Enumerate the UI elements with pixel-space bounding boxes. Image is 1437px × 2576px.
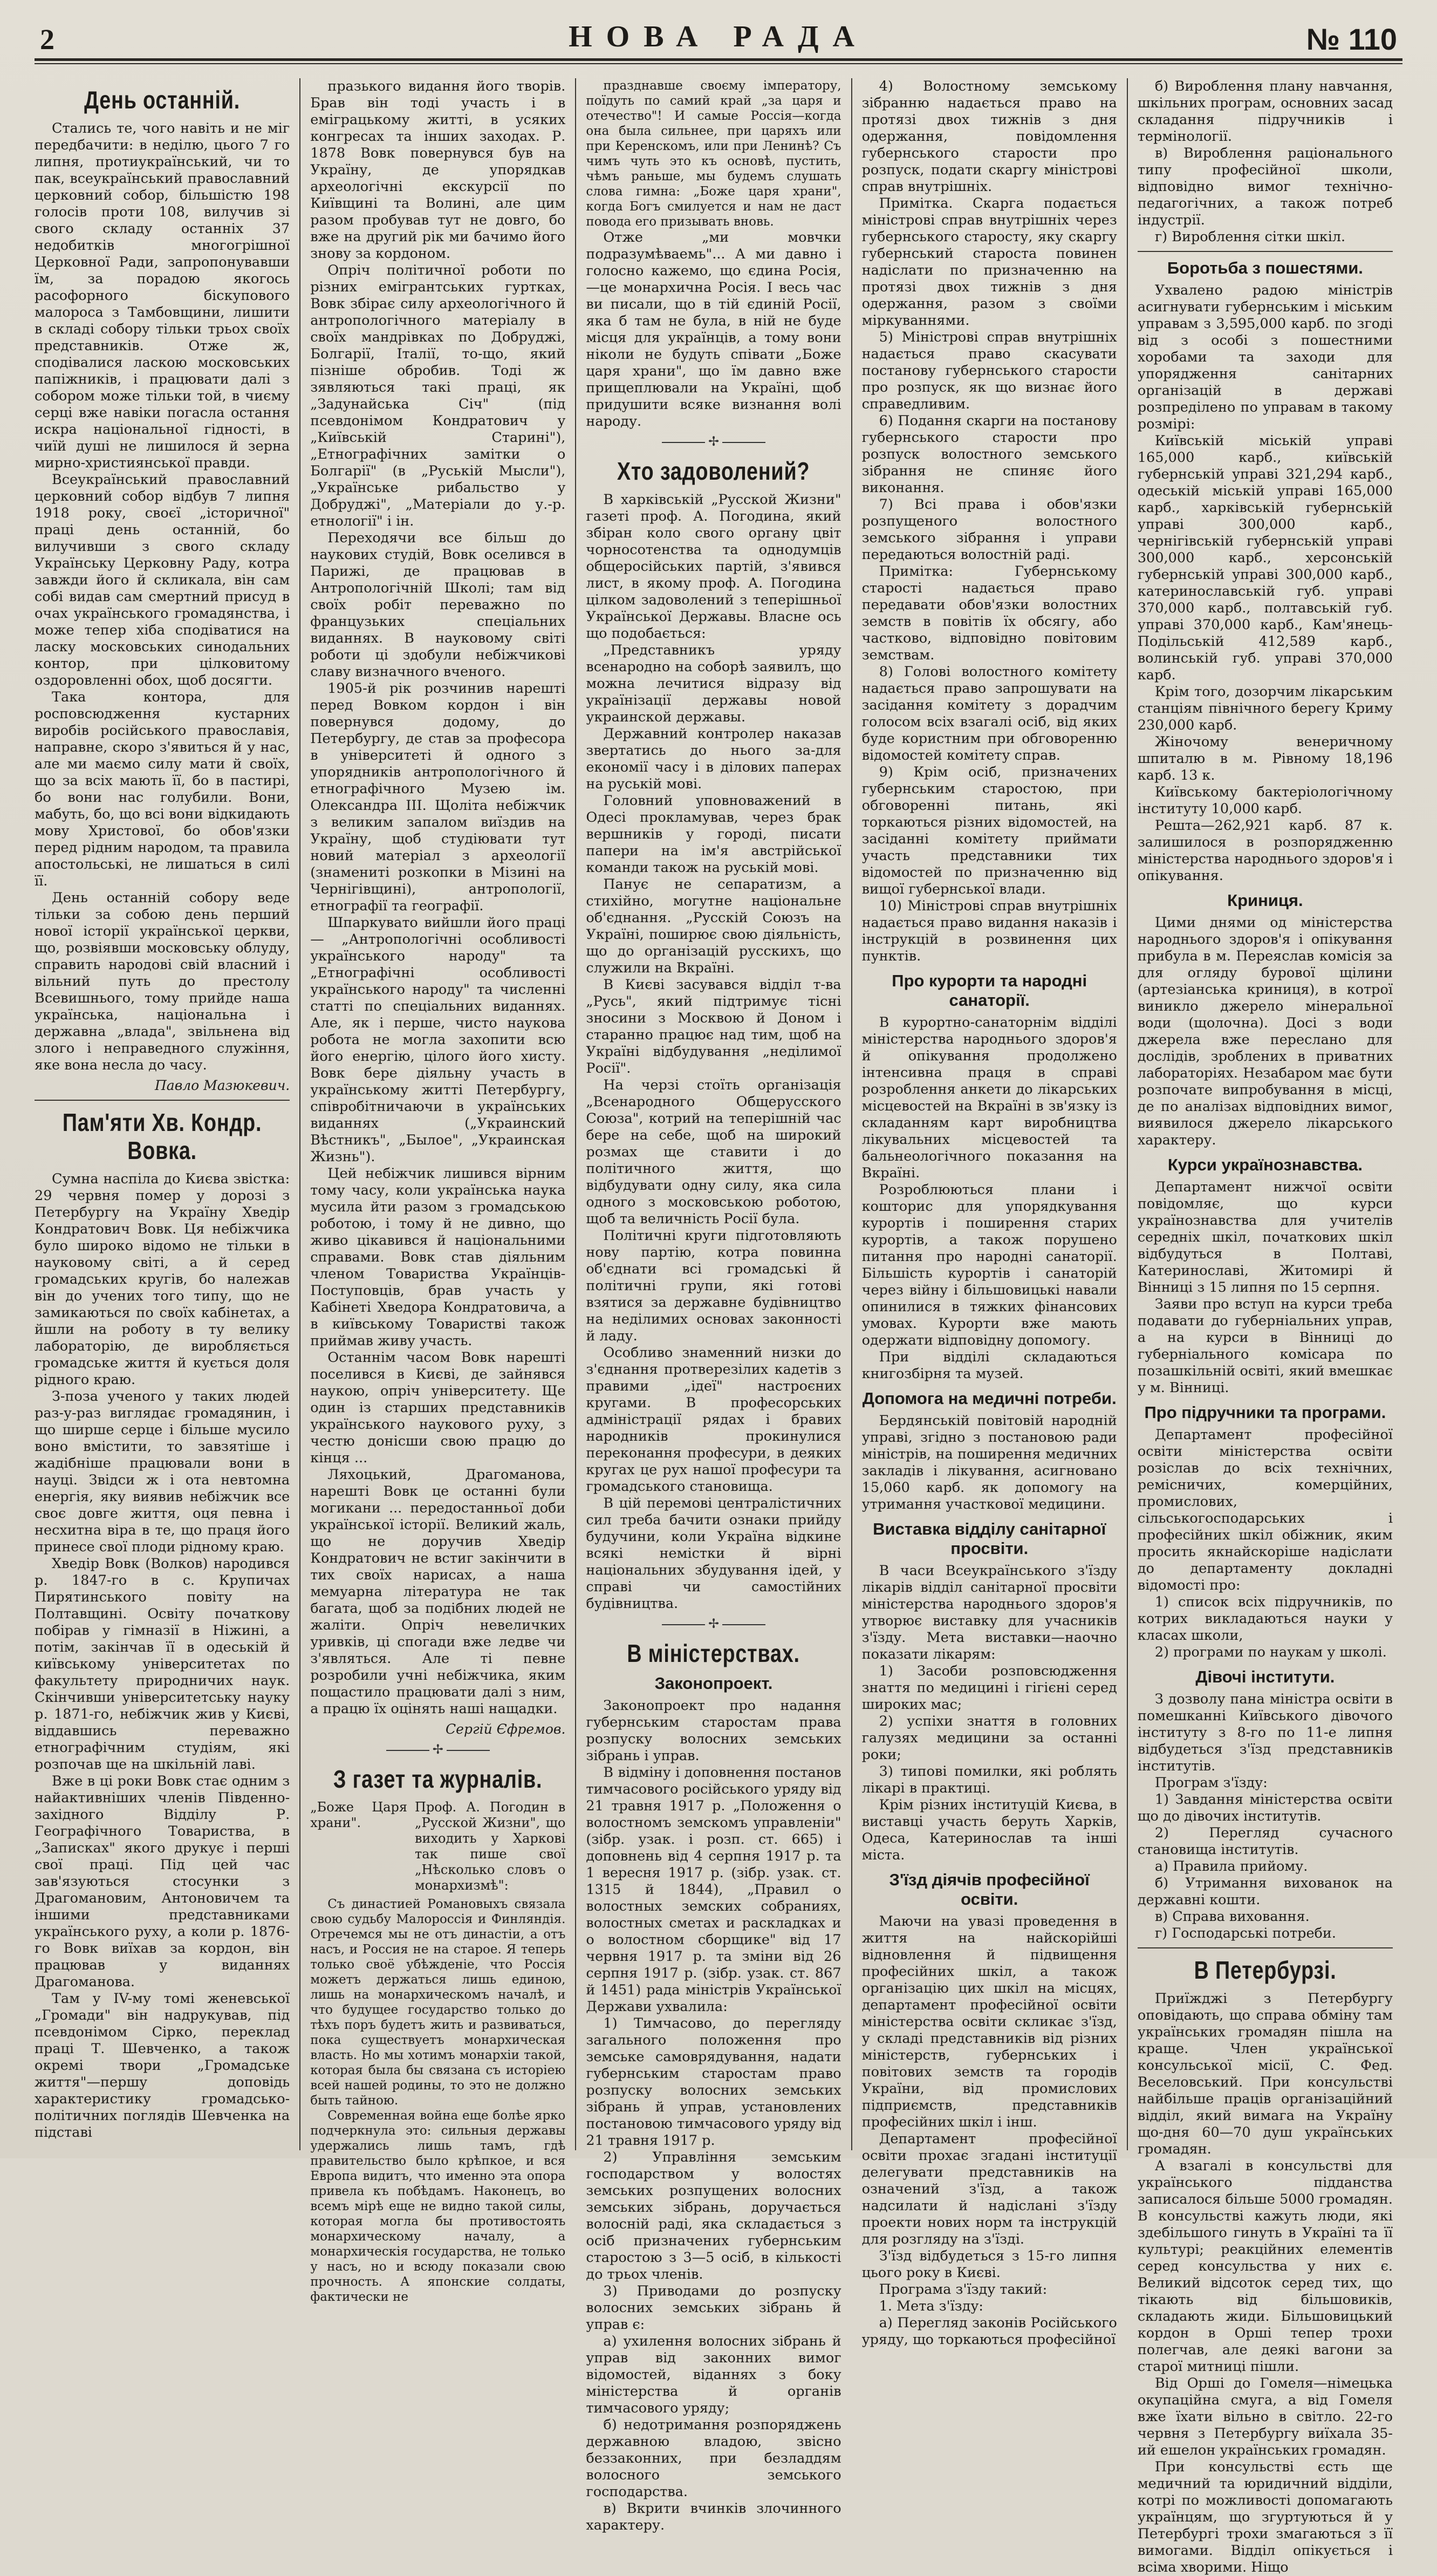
paragraph: 10) Міністрові справ внутрішніх надається право видання наказів і інструкцій в розвинення цих пунктів. bbox=[861, 898, 1117, 964]
paragraph: Ухвалено радою міністрів асигнувати губернським і міським управам з 3,595,000 карб. по згоді від з особі з пошестними хоробами та заходи для упорядження санітарних організацій в державі розпреділено по управам в такому розмірі: bbox=[1137, 282, 1393, 432]
paragraph: Там у IV-му томі женевської „Громади" він надрукував, під псевдонімом Сірко, переклад праці Т. Шевченко, а також окремі твори „Громадське життя"—першу доповідь характеристику громадсько-політичних поглядів Шевченка на підставі bbox=[35, 1991, 290, 2141]
paragraph: Бердянській повітовій народній управі, згідно з постановою ради міністрів, на поширення медичних закладів і лікування, асигновано 15,060 карб. як допомогу на утримання участкової медицини. bbox=[861, 1413, 1117, 1512]
paragraph: 1) список всіх підручників, по котрих викладаються науки у класах школи, bbox=[1137, 1594, 1393, 1644]
subheading-borotba: Боротьба з пошестями. bbox=[1167, 258, 1363, 277]
paragraph: В Києві засувався відділ т-ва „Русь", який підтримує тісні зносини з Москвою й Доном і старанно працює над тим, щоб на Україні відбудування „неділимої Росії". bbox=[586, 977, 841, 1076]
paragraph: Крім різних інституцій Києва, в виставці участь беруть Харків, Одеса, Катеринослав та інші міста. bbox=[861, 1797, 1117, 1863]
article-title-z-gazet: З газет та журналів. bbox=[333, 1765, 543, 1793]
paragraph: Особливо знаменний низки до з'єднання протверезілих кадетів з правими „ідеї" настроєних кругами. В професорських адміністрації рядах і бравих народників прокинулися переконання професури, в деяких кругах це рух нашої професури та громадського становища. bbox=[586, 1345, 841, 1495]
paragraph: Програм з'їзду: bbox=[1154, 1775, 1268, 1791]
paragraph: 1) Тимчасово, до перегляду загального положення про земське самоврядування, надати губернським старостам право розпуску волосних земських зібрань й управ, установлених постановою тимчасового уряду від 21 травня 1917 р. bbox=[586, 2015, 841, 2149]
paragraph: Примітка. Скарга подається міністрові справ внутрішніх через губернського старосту, яку скаргу губернський староста повинен надіслати по призначенню на протязі двох тижнів з дня одержання, разом з своїми міркуваннями. bbox=[861, 195, 1117, 329]
masthead bbox=[35, 19, 1402, 61]
divider bbox=[1138, 1947, 1393, 1948]
paragraph: Така контора, для росповсюдження кустарних виробів російського православія, направне, скоро з'явиться й у нас, але ми маємо силу мати й своїх, що за всіх мають її, бо в пастирі, бо вони нас голубили. Вони, мабуть, бо, що всі вони відкидають мову Христової, бо обов'язки перед рідним народом, та правила апостольські, не лишаться в силі її. bbox=[35, 689, 290, 889]
divider bbox=[1138, 251, 1393, 252]
paragraph: Київському бактеріологічному інституту 10,000 карб. bbox=[1137, 784, 1393, 817]
paragraph: б) недотримання розпоряджень державною владою, звісно беззаконних, при безладдям волосного земського господарства. bbox=[586, 2417, 841, 2500]
article-title-vovk: Пам'яти Хв. Кондр. Вовка. bbox=[62, 1108, 262, 1164]
paragraph: Останнім часом Вовк нарешті поселився в Києві, де зайнявся наукою, опріч університету. Ще один із старших представників українського наукового руху, з честю донісши свою працю до кінця ... bbox=[310, 1350, 566, 1466]
epigraph-right: Проф. А. Погодин в „Русской Жизни", що виходить у Харкові так пише свої „Нѣсколько словъ о монархизмѣ": bbox=[415, 1800, 566, 1893]
paragraph: В цій перемові централістичних сил треба бачити ознаки прийду будучини, коли Україна відкине всякі немістки й вірні національних збудування ідей, у справі чи самостійних будівництва. bbox=[586, 1495, 841, 1612]
paragraph: Примітка: Губернському старості надається право передавати обов'язки волостних земств в повітів їх обсягу, або частково, відповідно повітовим земствам. bbox=[861, 563, 1117, 663]
signature: Сергій Єфремов. bbox=[446, 1721, 566, 1737]
paragraph: При консульстві єсть ще медичний та юридичний відділи, котрі по можливості допомагають українцям, що згуртуються й у Петербургі трохи змагаються з її вимогами. Відділ опікується і всіма хворими. Ніщо bbox=[1137, 2459, 1393, 2575]
paragraph: Департамент професійної освіти прохає згадані інституції делегувати представників на означений з'їзд, а також надсилати й надіслані з'їзду проекти нових норм та інструкцій для розгляду на з'їзді. bbox=[861, 2131, 1117, 2247]
paragraph: При відділі складаються книгозбірня та музей. bbox=[861, 1349, 1117, 1382]
paragraph: „Представникъ уряду всенародно на соборѣ заявилъ, що можна лечитися відразу від українізації державы новой украинской державы. bbox=[586, 642, 841, 725]
paragraph: Законопроект про надання губернським старостам права розпуску волосних земських зібрань і управ. bbox=[586, 1698, 841, 1764]
paragraph: А взагалі в консульстві для українського підданства записалося більше 5000 громадян. В консульстві кажуть люди, які здебільшого гинуть в Україні та її культурі; реакційних елементів серед консульства у них є. Великий відсоток серед тих, що тікають від більшовиків, складають жиди. Більшовицький кордон в Орші тепер трохи полегчав, але деякі вагони за старої митниці пішли. bbox=[1137, 2158, 1393, 2375]
subheading-dopomoha: Допомога на медичні потреби. bbox=[862, 1389, 1117, 1408]
paragraph: Програма з'їзду такий: bbox=[879, 2281, 1048, 2298]
separator-ornament: ✢ bbox=[586, 433, 841, 449]
paragraph: 1905-й рік розчинив нарешті перед Вовком кордон і він повернувся додому, до Петербургу, де став за професора в університеті й одного з упорядників антропологічного й етнографічного Музею ім. Олександра III. Щоліта небіжчик з великим запалом виїздив на Україну, щоб студіювати тут новий матеріал з археології (знамениті розкопки в Мізині на Чернігівщині), антропології, етнографії та географії. bbox=[310, 680, 566, 914]
paragraph: Головний уповноважений в Одесі прокламував, через брак вершників у городі, писати папери на ім'я австрійської команди також на руській мові. bbox=[586, 793, 841, 876]
quote-paragraph: Современная война еще болѣе ярко подчеркнула это: сильныя державы удержались лишь тамъ, гдѣ правительство было крѣпкое, и вся Европа видитъ, что именно эта опора привела къ побѣдамъ. Наконецъ, во всемъ мірѣ еще не видно такой силы, которая могла бы противостоять монархическому началу, а монархическія государства, не только у насъ, но и всюду показали свою прочность. А японские солдаты, фактически не bbox=[310, 2109, 566, 2304]
paragraph: Опріч політичної роботи по різних емігрантських гуртках, Вовк збірає силу археологічного й антропологічного матеріалу в своїх мандрівках по Добруджі, Болгарії, Італії, то-що, який пізніше обробив. Тоді ж зявляються такі праці, як „Задунайська Січ" (під псевдонімом Кондратович у „Київській Старині"), „Етнографічних замітки о Болгарії" (в „Руській Мысли"), „Українське рибальство у Добруджі", „Матеріали до у.-р. етнології" і ін. bbox=[310, 262, 566, 529]
paragraph: Ляхоцький, Драгоманова, нарешті Вовк це останні були могикани ... передостанньої доби української історії. Великий жаль, що не доручив Хведір Кондратович не встиг закінчити в тих своїх нарисах, а наша мемуарна література не так багата, щоб за подібних людей не жаліти. Опріч невеличких уривків, ці спогади вже ледве чи з'являться. Але ті певне розробили учні небіжчика, яким пощастило працювати далі з ним, а працю їх оцінять наші нащадки. bbox=[310, 1467, 566, 1717]
paragraph: День останній собору веде тільки за собою день перший нової історії української церкви, що, розвіявши московську облуду, справить народові свій власний і вільний путь до престолу Всевишнього, тому прийде наша українська, національна і державна „влада", звільнена від злого і неправедного служіння, яке вона несла до часу. bbox=[35, 890, 290, 1073]
paragraph: г) Вироблення сітки шкіл. bbox=[1154, 229, 1346, 245]
article-title-khto-zadovolenyi: Хто задоволений? bbox=[617, 457, 810, 485]
page-number: 2 bbox=[40, 23, 54, 56]
subheading-pidruchnyky: Про підручники та програми. bbox=[1144, 1403, 1386, 1422]
paragraph: Державний контролер наказав звертатись до нього за-для економії часу і в ділових паперах на руській мові. bbox=[586, 726, 841, 792]
paragraph: 2) програми по наукам у школі. bbox=[1154, 1644, 1387, 1660]
paragraph: Приїжджі з Петербургу оповідають, що справа обміну там українських громадян пішла на краще. Член української консульської місії, С. Фед. Веселовський. При консульстві найбільше праців організаційний відділ, який вимага на Україну що-дня 60—70 душ українських громадян. bbox=[1137, 1991, 1393, 2157]
paragraph: Жіночому венеричному шпиталю в м. Рівному 18,196 карб. 13 к. bbox=[1137, 734, 1393, 783]
paragraph: Департамент нижчої освіти повідомляє, що курси українознавства для учителів середніх шкіл, початкових шкіл відбудуться в Полтаві, Катеринославі, Житомирі й Вінниці з 15 липня по 15 серпня. bbox=[1137, 1179, 1393, 1296]
paragraph: г) Господарські потреби. bbox=[1154, 1925, 1337, 1941]
paragraph: Цими днями од міністерства народнього здоров'я і опікування прибула в м. Переяслав комісія за для огляду бурової щілини (артезіанська криниця), в котрої виникло джерело мінеральної води (щолочна). Досі з води джерела вже переслано для дослідів, зроблених в приватних лабораторіях. Незабаром має бути розпочате випробування в місці, де по аналізах відповідних вимог, виявилося джерело лікарського характеру. bbox=[1137, 915, 1393, 1148]
column-4 bbox=[852, 78, 1128, 2348]
paragraph: Цей небіжчик лишився вірним тому часу, коли українська наука мусила йти разом з громадською роботою, і тому й не дивно, що живо цікавився й національними справами. Вовк став діяльним членом Товариства Українців-Поступовців, брав участь у Кабінеті Хведора Кондратовича, а в київському Товаристві також приймав живу участь. bbox=[310, 1166, 566, 1349]
paragraph: Сумна наспіла до Києва звістка: 29 червня помер у дорозі з Петербургу на Україну Хведір Кондратович Вовк. Ця небіжчика було широко відомо не тільки в науковому світі, а й серед громадських кругів, бо належав він до учених того типу, що не замикаються по своїх кабінетах, а йшли на роботу в ту велику лабораторію, де виробляється громадське життя й кується доля рідного краю. bbox=[35, 1171, 290, 1388]
paragraph: Всеукраїнський православний церковний собор відбув 7 липня 1918 року, своєї „історичної" праці день останній, бо вилучивши з свого складу Українську Церковну Раду, котра завжди його й скликала, він сам собі видав сам смертний присуд в очах українського громадянства, і може тепер хіба сподіватися на ласку московських синодальних контор, при цілковитому оздоровленні обох, щоб досягти. bbox=[35, 472, 290, 689]
paragraph: Вже в ці роки Вовк стає одним з найактивніших членів Південно-західного Відділу Р. Географічного Товариства, в „Записках" якого друкує і перші свої праці. Під цей час зав'язуються стосунки з Драгомановим, Антоновичем та іншими представниками українського руху, а коли р. 1876-го Вовк виїхав за кордон, він працював у виданнях Драгоманова. bbox=[35, 1773, 290, 1990]
separator-ornament: ✢ bbox=[310, 1741, 565, 1757]
paragraph: З'їзд відбудеться з 15-го липня цього року в Києві. bbox=[861, 2248, 1117, 2281]
paragraph: З-поза ученого у таких людей раз-у-раз виглядає громадянин, і що ширше серце і більше мусило воно вмістити, то завзятіше і жадібніше працювали вони в науці. Звідси ж і ота невтомна енергія, яку виявив небіжчик все своє довге життя, оця певна і несхитна віра в те, що праця його принесе свої плоди рідному краю. bbox=[35, 1388, 290, 1555]
paragraph: В харківській „Русской Жизни" газеті проф. А. Погодина, який збіран коло свого органу цвіт чорносотенства та однодумців общеросійських партій, з'явився лист, в якому проф. А. Погодина цілком задоволений з теперішньої Української Державы. Власне ось що подобається: bbox=[586, 492, 841, 642]
paragraph: В відміну і доповнення постанов тимчасового російського уряду від 21 травня 1917 р. „Положення о волостномъ земскомъ управленіи" (зібр. узак. і розп. ст. 665) і доповнень від 4 серпня 1917 р. та 1 вересня 1917 р. (зібр. узак. ст. 1315 й 1844), „Правил о волостных земских собраниях, волостных сметах и раскладках и о волостном сборщике" від 17 червня 1917 р. та зміни від 26 серпня 1917 р. (зібр. узак. ст. 867 й 1451) рада міністрів Української Держави ухвалила: bbox=[586, 1764, 841, 2015]
paragraph: 2) успіхи знаття в головних галузях медицини за останні роки; bbox=[861, 1713, 1117, 1763]
paragraph: в) Вкрити вчинків злочинного характеру. bbox=[586, 2500, 841, 2533]
paragraph: в) Вироблення раціонального типу професійної школи, відповідно вимог технічно-педагогічних, а також потреб індустрії. bbox=[1137, 145, 1393, 228]
paragraph: Від Орші до Гомеля—німецька окупаційна смуга, а від Гомеля вже їхати вільно в світло. 22-го червня з Петербургу виїхала 35-ий ешелон українських громадян. bbox=[1137, 2375, 1393, 2458]
paragraph: 2) Перегляд сучасного становища інститутів. bbox=[1137, 1825, 1393, 1858]
paragraph: 1. Мета з'їзду: bbox=[879, 2298, 983, 2314]
paragraph: 3) Приводами до розпуску волосних земських зібрань й управ є: bbox=[586, 2283, 841, 2333]
paragraph: Заяви про вступ на курси треба подавати до губерніальних управ, а на курси в Вінниці до губерніального комісара по позашкільній освіті, який вмешкає у м. Вінниці. bbox=[1137, 1296, 1393, 1396]
paragraph: 8) Голові волостного комітету надається право запрошувати на засідання комітету з дорадчим голосом всіх взагалі осіб, від яких буде користним при обговоренню відомостей комітету справ. bbox=[861, 664, 1117, 764]
paragraph: 4) Волостному земському зібранню надається право на протязі двох тижнів з дня одержання, повідомлення губернського старости про розпуск, подати скаргу міністрові справ внутрішніх. bbox=[861, 78, 1117, 195]
subheading-vystavka: Виставка відділу санітарної просвіти. bbox=[873, 1519, 1106, 1558]
paragraph: В часи Всеукраїнського з'їзду лікарів відділ санітарної просвіти міністерства народнього здоров'я утворює виставку для учасників з'їзду. Мета виставки—наочно показати лікарям: bbox=[861, 1563, 1117, 1662]
paragraph: Розроблюються плани і кошторис для упорядкування курортів і поширення старих курортів, а також порушено питання про народні санаторії. Більшість курортів і санаторій через війну і більшовицькі навали опинилися в тяжких фінансових умовах. Курорти вже мають одержати відповідну допомогу. bbox=[861, 1182, 1117, 1348]
epigraph-left: „Боже Царя храни". bbox=[310, 1800, 408, 1830]
paragraph: Департамент професійної освіти міністерства освіти розіслав до всіх технічних, ремісничих, комерційних, промислових, сільськогосподарських і професійних шкіл обіжник, яким просить якнайскоріше надіслати до департаменту докладні відомості про: bbox=[1137, 1427, 1393, 1593]
column-1 bbox=[35, 78, 300, 2150]
article-title-den-ostanniy: День останній. bbox=[84, 86, 241, 114]
paragraph: Отже „ми мовчки подразумѣваемь"... А ми давно і голосно кажемо, що єдина Росія,—це монархична Росія. І весь час ви писали, що в тій єдиній Росії, яка б там не була, в ній не буде місця для українців, а тому вони ніколи не будуть співати „Боже царя храни", що їм давно вже прищеплювали на Україні, щоб придушити всяке визнання волі народу. bbox=[586, 229, 841, 430]
masthead-rule bbox=[35, 63, 1402, 64]
quote-paragraph: Съ династией Романовыхъ связала свою судьбу Малороссія и Финляндія. Отречемся мы не отъ династіи, а отъ насъ, и Россия не на старое. Я теперь только своё убѣжденіе, что Россія можетъ держаться лишь единою, лишь на монархическомъ началѣ, и что будущее государство только до тѣхъ поръ будетъ жить и развиваться, пока существуетъ монархическая власть. Но мы хотимъ монархіи такой, которая была бы связана съ исторіею всей нашей родины, то это не должно быть тайною. bbox=[310, 1897, 566, 2108]
signature: Павло Мазюкевич. bbox=[155, 1078, 290, 1093]
subheading-zakonoproekt: Законопроект. bbox=[654, 1674, 773, 1693]
issue-number: № 110 bbox=[1306, 22, 1397, 56]
paragraph: З дозволу пана міністра освіти в помешканні Київського дівочого інституту з 8-го по 11-е липня відбудеться з'їзд представників інститутів. bbox=[1137, 1691, 1393, 1774]
paragraph: б) Утримання вихованок на державні кошти. bbox=[1137, 1875, 1393, 1908]
column-3 bbox=[576, 78, 852, 2533]
divider bbox=[35, 1100, 290, 1101]
paragraph: а) Правила прийому. bbox=[1154, 1858, 1308, 1875]
epigraph-block bbox=[310, 1800, 565, 1893]
separator-ornament: ✢ bbox=[586, 1616, 841, 1632]
subheading-divochi-instytuty: Дівочі інститути. bbox=[1195, 1667, 1335, 1686]
paragraph: 7) Всі права і обов'язки розпущеного волостного земського зібрання і управи передаються волостній раді. bbox=[861, 496, 1117, 563]
column-2 bbox=[300, 78, 576, 2304]
paragraph: Маючи на увазі проведення в життя на найскорійші відновлення й підвищення професійних шкіл, а також організацію цих шкіл на місцях, департамент професійної освіти міністерства освіти скликає з'їзд, у складі представників від різних міністерств, губернських і повітових земств та городів України, від промислових підприємств, представників професійних шкіл і інш. bbox=[861, 1913, 1117, 2130]
paragraph: а) Перегляд законів Російського уряду, що торкаються професійної bbox=[861, 2315, 1117, 2348]
subheading-krynytsia: Криниця. bbox=[1227, 891, 1303, 910]
paragraph: Київській міській управі 165,000 карб., київській губернській управі 321,294 карб., одеській міській управі 165,000 карб., харківській губернській управі 300,000 карб., чернігівській губернській управі 300,000 карб., херсонській губернській управі 300,000 карб., катеринославській губ. управі 370,000 карб., полтавській губ. управі 370,000 карб., Кам'янець-Подільській 412,589 карб., волинській губ. управі 370,000 карб. bbox=[1137, 433, 1393, 683]
paragraph: 5) Міністрові справ внутрішніх надається право скасувати постанову губернського старости про розпуск, як що визнає його справедливим. bbox=[861, 329, 1117, 412]
paragraph: Переходячи все більш до наукових студій, Вовк оселився в Парижі, де працював в Антропологічній Школі; там від своїх робіт переважно по французьких спеціальних виданнях. В науковому світі роботи ці здобули небіжчикові славу визначного вченого. bbox=[310, 530, 566, 680]
paragraph: 3) типові помилки, які роблять лікарі в практиці. bbox=[861, 1763, 1117, 1796]
column-5 bbox=[1128, 78, 1402, 2575]
newspaper-title: НОВА РАДА bbox=[569, 20, 868, 53]
paragraph: 6) Подання скарги на постанову губернського старости про розпуск волостного земського зібрання не спиняє його виконання. bbox=[861, 413, 1117, 496]
article-title-peterburg: В Петербурзі. bbox=[1194, 1956, 1337, 1984]
paragraph: Стались те, чого навіть и не міг передбачити: в неділю, цього 7 го липня, протиукраїнський, чи то пак, всеукраїнський православний церковний собор, більшістю 198 голосів проти 108, вилучив зі свого складу останніх 37 недобитків многогрішної Церковної Ради, запропонувавши їм, за порадою якогось расофорного біскупового малороса з Тамбовщини, лишити в складі собору тільки трьох своїх представників. Отже ж, сподівалися ласкою московських папіжників, і працювати далі з собором може тільки той, в чиєму серці вже навіки погасла остання искра національної гідності, в чиїй душі не лишилося й зерна мирно-християнської правди. bbox=[35, 120, 290, 471]
paragraph: Решта—262,921 карб. 87 к. залишилося в розпорядженню міністерства народнього здоров'я і опікування. bbox=[1137, 817, 1393, 884]
paragraph: Шпаркувато вийшли його праці — „Антропологічні особливості українського народу" та „Етнографічні особливості українського народу" та численні статті по спеціальних виданнях. Але, як і перше, чисто наукова робота не могла захопити всю його енергію, цілого його хисту. Вовк бере діяльну участь в українському житті Петербургу, співробітничаючи в українських виданнях („Украинский Вѣстникъ", „Былое", „Украинская Жизнь"). bbox=[310, 915, 566, 1165]
columns bbox=[35, 78, 1402, 2575]
paragraph: Панує не сепаратизм, а стихійно, могутне національне об'єднання. „Русскій Союзъ на Україні, поширює свою діяльність, що до організацій русскихъ, що служили на Вкраїні. bbox=[586, 876, 841, 976]
quote-paragraph: празднавше своєму імператору, поїдуть по самий край „за царя и отечество"! И самые Россія—когда она была сильнее, при царяхъ или при Керенскомъ, или при Ленинѣ? Съ чимъ чуть это къ основѣ, пустить, чѣмъ раньше, мы будемъ слушать слова гимна: „Боже царя храни", когда Богъ смилуется и нам не даст повода его призывать вновь. bbox=[586, 79, 841, 229]
paragraph: Крім того, дозорчим лікарським станціям північного берегу Криму 230,000 карб. bbox=[1137, 684, 1393, 733]
paragraph: Хведір Вовк (Волков) народився р. 1847-го в с. Крупичах Пирятинського повіту на Полтавщині. Освіту початкову побірав у гімназії в Ніжині, а потім, закінчав її в одеській й київському університетах по факультету природничих наук. Скінчивши університетську науку р. 1871-го, небіжчик жив у Києві, віддавшись переважно етнографічним студіям, які розпочав ще на шкільній лаві. bbox=[35, 1556, 290, 1773]
subheading-ziizd: З'їзд діячів професійної освіти. bbox=[889, 1870, 1090, 1909]
paragraph: празького видання його творів. Брав він тоді участь і в еміграцькому житті, в усяких конгресах та інших заходах. Р. 1878 Вовк повернувся був на Україну, де упорядкав археологічні екскурсії по Київщині та Волині, але цим разом пробував тут не довго, бо вже на другий рік ми бачимо його знову за кордоном. bbox=[310, 78, 566, 262]
paragraph: 2) Управління земським господарством у волостях земських розпущених волосних земських зібрань, доручається волосній раді, яка складається з осіб призначених губернським старостою з 3—5 осіб, в кількості до трьох членів. bbox=[586, 2149, 841, 2282]
paragraph: в) Справа виховання. bbox=[1154, 1909, 1310, 1925]
paragraph: На черзі стоїть організація „Всенародного Общерусского Союза", котрий на теперішній час бере на себе, щоб на широкий розмах ще ставити і до політичного життя, що відбудувати одну силу, яка сила одного з московською роботою, щоб та величність Росії була. bbox=[586, 1077, 841, 1227]
paragraph: Політичні круги підготовляють нову партію, котра повинна об'єднати всі громадські й політичні групи, які готові взятися за державне будівництво на неділимих основах законності й ладу. bbox=[586, 1228, 841, 1344]
paragraph: В курортно-санаторнім відділі міністерства народнього здоров'я й опікування продолжено інтенсивна праця в справі розроблення анкети до лікарських місцевостей на Вкраїні в зв'язку із складанням карт виробництва лікувальних місцевостей та бальнеологічного показання на Вкраїні. bbox=[861, 1014, 1117, 1181]
subheading-kursy: Курси українознавства. bbox=[1167, 1155, 1363, 1174]
paragraph: б) Вироблення плану навчання, шкільних програм, основних засад складання підручників і термінології. bbox=[1137, 78, 1393, 145]
article-title-ministerstva: В міністерствах. bbox=[627, 1639, 800, 1667]
paragraph: 1) Завдання міністерства освіти що до дівочих інститутів. bbox=[1137, 1791, 1393, 1824]
paragraph: 1) Засоби розповсюдження знаття по медицині і гігієні серед широких мас; bbox=[861, 1663, 1117, 1713]
paragraph: а) ухилення волосних зібрань й управ від законних вимог відомостей, віданнях з боку міністерства й органів тимчасового уряду; bbox=[586, 2333, 841, 2416]
paragraph: 9) Крім осіб, призначених губернським старостою, при обговоренні питань, які торкаються різних відомостей, на засіданні комітету приймати участь представники тих відомостей по призначенню від вищої губернської влади. bbox=[861, 764, 1117, 897]
subheading-kurorty: Про курорти та народні санаторії. bbox=[892, 971, 1087, 1010]
